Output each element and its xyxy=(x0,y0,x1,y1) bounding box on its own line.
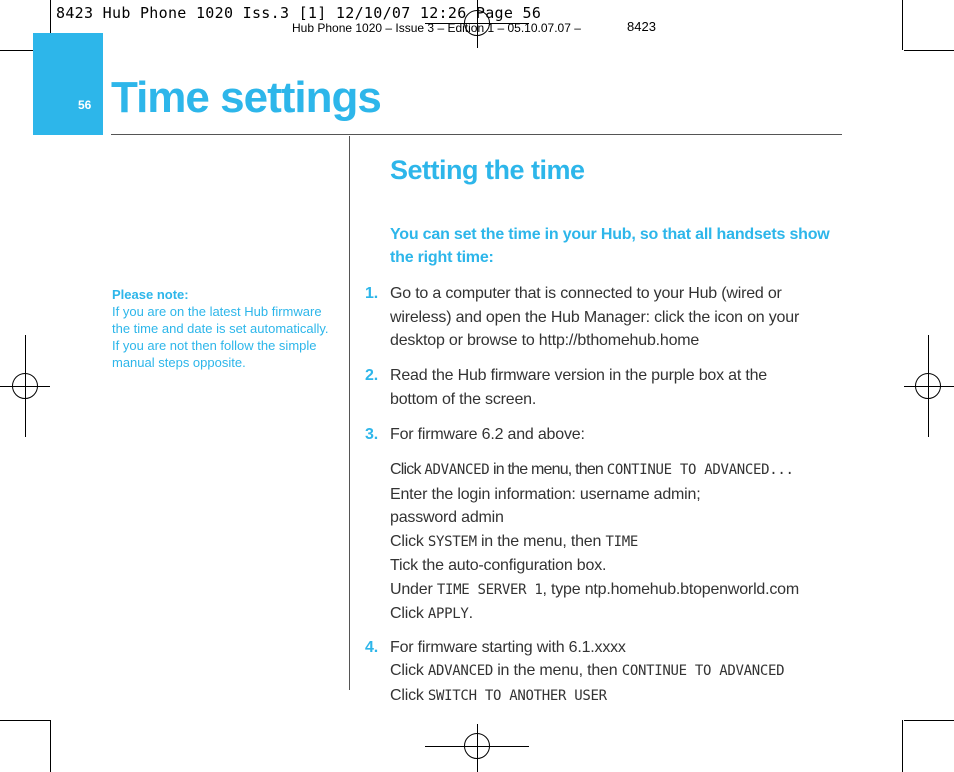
step-text xyxy=(390,423,840,447)
registration-line xyxy=(25,335,26,437)
registration-line xyxy=(904,386,954,387)
step-line: For firmware 6.2 and above: xyxy=(390,426,585,443)
step-4-details xyxy=(390,659,850,708)
step-number: 3. xyxy=(365,426,378,443)
menu-label-time: TIME xyxy=(605,533,638,550)
page-number: 56 xyxy=(78,98,92,112)
crop-mark xyxy=(904,720,954,721)
instruction-line: password admin xyxy=(390,509,504,526)
step-number: 2. xyxy=(365,367,378,384)
menu-label-time-server: TIME SERVER 1 xyxy=(436,581,543,598)
title-divider xyxy=(111,134,842,135)
instruction-line xyxy=(390,458,850,483)
instruction-line: Enter the login information: username admin; xyxy=(390,485,701,503)
page-tab xyxy=(33,33,103,135)
menu-label-apply: APPLY xyxy=(427,606,469,622)
menu-label-continue: CONTINUE TO ADVANCED... xyxy=(606,462,794,478)
step-line: Go to a computer that is connected to your Hub (wired or xyxy=(390,285,782,302)
crop-mark xyxy=(0,720,50,721)
note-line: manual steps opposite. xyxy=(112,355,246,370)
step-line: wireless) and open the Hub Manager: click the icon on your xyxy=(390,308,800,326)
registration-line xyxy=(477,724,478,772)
instruction-text: in the menu, then xyxy=(489,461,607,478)
column-divider xyxy=(349,136,350,690)
instruction-line xyxy=(390,578,850,603)
note-line: If you are on the latest Hub firmware xyxy=(112,304,322,319)
instruction-line xyxy=(390,530,850,555)
instruction-text: Under xyxy=(390,580,437,598)
instruction-text: Click xyxy=(390,605,428,622)
instruction-text: in the menu, then xyxy=(476,532,606,550)
menu-label-advanced: ADVANCED xyxy=(424,462,490,478)
crop-mark xyxy=(904,50,954,51)
menu-label-advanced: ADVANCED xyxy=(427,663,493,679)
crop-mark xyxy=(902,720,903,772)
print-slug-code: 8423 xyxy=(627,19,656,34)
note-line: If you are not then follow the simple xyxy=(112,338,317,353)
instruction-text: Click xyxy=(390,686,428,704)
instruction-line: Tick the auto-configuration box. xyxy=(390,557,607,574)
menu-label-switch-user: SWITCH TO ANOTHER USER xyxy=(427,687,607,704)
instruction-line xyxy=(390,659,850,684)
step-text xyxy=(390,364,840,411)
instruction-line xyxy=(390,684,850,709)
note-heading: Please note: xyxy=(112,287,189,302)
print-slug: 8423 Hub Phone 1020 Iss.3 [1] 12/10/07 12:26 Page 56 xyxy=(56,4,542,22)
side-note xyxy=(112,286,340,371)
menu-label-system: SYSTEM xyxy=(427,533,477,550)
section-intro xyxy=(390,223,840,269)
section-heading: Setting the time xyxy=(390,155,585,185)
step-line: For firmware starting with 6.1.xxxx xyxy=(390,639,626,656)
step-number: 1. xyxy=(365,285,378,302)
step-text xyxy=(390,282,840,353)
intro-line: You can set the time in your Hub, so that all handsets show xyxy=(390,226,830,243)
step-line: Read the Hub firmware version in the purple box at the xyxy=(390,367,767,384)
instruction-text: . xyxy=(468,605,473,622)
step-3-details xyxy=(390,458,850,627)
page-title: Time settings xyxy=(111,73,381,122)
note-line: the time and date is set automatically. xyxy=(112,321,329,336)
crop-mark xyxy=(50,720,51,772)
step-line: desktop or browse to http://bthomehub.home xyxy=(390,332,700,349)
registration-line xyxy=(928,335,929,437)
step-line: bottom of the screen. xyxy=(390,390,537,408)
print-slug-secondary: Hub Phone 1020 – Issue 3 – Edition 1 – 05.10.07.07 – xyxy=(292,21,581,35)
instruction-line xyxy=(390,602,850,627)
instruction-text: Click xyxy=(390,461,425,478)
intro-line: the right time: xyxy=(390,249,494,266)
instruction-text: Click xyxy=(390,532,428,550)
instruction-text: in the menu, then xyxy=(492,662,622,679)
step-number: 4. xyxy=(365,639,378,656)
instruction-text: Click xyxy=(390,662,428,679)
step-text xyxy=(390,636,840,660)
crop-mark xyxy=(902,0,903,50)
instruction-text: , type ntp.homehub.btopenworld.com xyxy=(542,580,799,598)
menu-label-continue: CONTINUE TO ADVANCED xyxy=(621,663,785,679)
